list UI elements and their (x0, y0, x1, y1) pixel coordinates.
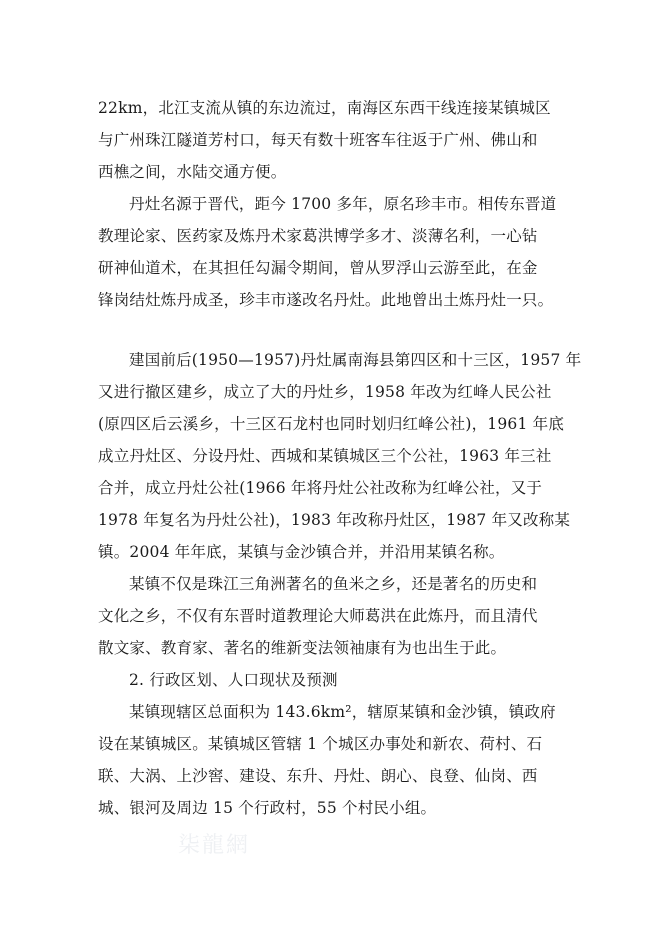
text-line: 1978 年复名为丹灶公社)，1983 年改称丹灶区，1987 年又改称某 (98, 511, 571, 529)
text-line: 文化之乡，不仅有东晋时道教理论大师葛洪在此炼丹，而且清代 (98, 607, 538, 625)
text-line: 与广州珠江隧道芳村口，每天有数十班客车往返于广州、佛山和 (98, 131, 538, 149)
text-line: 22km，北江支流从镇的东边流过，南海区东西干线连接某镇城区 (98, 99, 551, 117)
text-line: 研神仙道术，在其担任勾漏令期间，曾从罗浮山云游至此，在金 (98, 259, 538, 277)
text-line: 锋岗结灶炼丹成圣，珍丰市遂改名丹灶。此地曾出土炼丹灶一只。 (98, 291, 554, 309)
text-line: 某镇不仅是珠江三角洲著名的鱼米之乡，还是著名的历史和 (129, 575, 538, 593)
text-line: 某镇现辖区总面积为 143.6km²，辖原某镇和金沙镇，镇政府 (129, 703, 556, 721)
text-line: 成立丹灶区、分设丹灶、西城和某镇城区三个公社，1963 年三社 (98, 447, 552, 465)
text-line: 丹灶名源于晋代，距今 1700 多年，原名珍丰市。相传东晋道 (129, 195, 557, 213)
heading-line: 2. 行政区划、人口现状及预测 (129, 671, 338, 689)
watermark: 柒龍網 (178, 833, 251, 858)
text-line: 西樵之间，水陆交通方便。 (98, 163, 287, 181)
text-line: (原四区后云溪乡，十三区石龙村也同时划归红峰公社)，1961 年底 (98, 415, 565, 433)
text-line: 镇。2004 年年底，某镇与金沙镇合并，并沿用某镇名称。 (98, 543, 505, 561)
text-line: 联、大涡、上沙窖、建设、东升、丹灶、朗心、良登、仙岗、西 (98, 767, 538, 785)
text-line: 又进行撤区建乡，成立了大的丹灶乡，1958 年改为红峰人民公社 (98, 383, 552, 401)
text-line: 散文家、教育家、著名的维新变法领袖康有为也出生于此。 (98, 639, 507, 657)
text-line: 城、银河及周边 15 个行政村，55 个村民小组。 (98, 799, 437, 817)
text-line: 设在某镇城区。某镇城区管辖 1 个城区办事处和新农、荷村、石 (98, 735, 543, 753)
text-line: 建国前后(1950—1957)丹灶属南海县第四区和十三区，1957 年 (129, 351, 582, 369)
text-line: 教理论家、医药家及炼丹术家葛洪博学多才、淡薄名利，一心钻 (98, 227, 538, 245)
text-line: 合并，成立丹灶公社(1966 年将丹灶公社改称为红峰公社，又于 (98, 479, 543, 497)
